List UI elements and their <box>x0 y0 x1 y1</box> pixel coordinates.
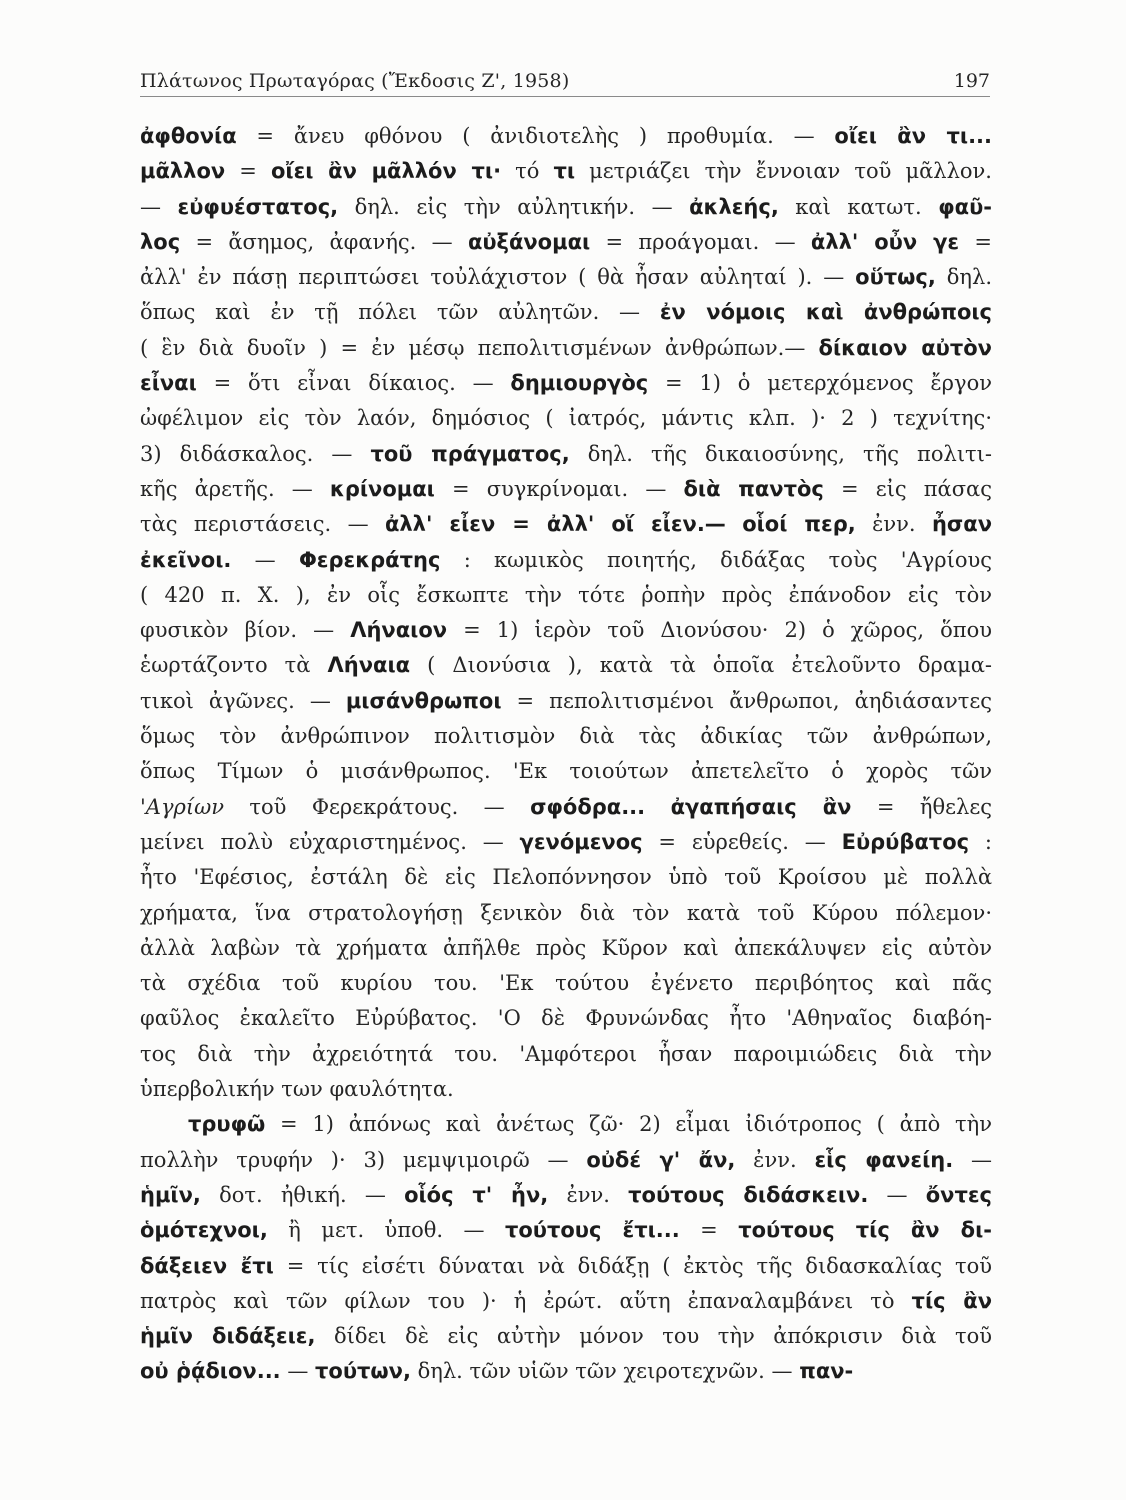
gloss-text: πατρὸς καὶ τῶν φίλων του )· ἡ ἐρώτ. αὕτη ἐπαναλαμβάνει τὸ <box>140 1288 912 1313</box>
gloss-text: καὶ κατωτ. <box>778 194 939 219</box>
text-line <box>140 754 992 789</box>
gloss-text: τὰ σχέδια τοῦ κυρίου του. 'Εκ τούτου ἐγένετο περιβόητος καὶ πᾶς <box>140 971 992 996</box>
gloss-text: χρήματα, ἵνα στρατολογήσῃ ξενικὸν διὰ τὸν κατὰ τοῦ Κύρου πόλεμον· <box>140 900 992 925</box>
gloss-text: — <box>280 1359 316 1384</box>
text-line <box>140 1213 992 1248</box>
gloss-text: ἦτο 'Εφέσιος, ἐστάλη δὲ εἰς Πελοπόννησον ὑπὸ τοῦ Κροίσου μὲ πολλὰ <box>140 865 992 890</box>
lemma-term: δάξειεν ἔτι <box>140 1253 274 1278</box>
text-line <box>140 260 992 295</box>
lemma-term: διὰ παντὸς <box>683 476 824 501</box>
gloss-text: δοτ. ἠθική. — <box>200 1182 405 1207</box>
text-line <box>140 472 992 507</box>
gloss-text: — <box>140 194 178 219</box>
lemma-term: τούτους διδάσκειν. <box>628 1182 869 1207</box>
lemma-term: δίκαιον αὐτὸν <box>818 335 992 360</box>
gloss-text: δηλ. τῶν υἱῶν τῶν χειροτεχνῶν. — <box>410 1359 800 1384</box>
lemma-term: τρυφῶ <box>188 1112 266 1137</box>
lemma-term: εἷς φανείη. <box>814 1147 954 1172</box>
gloss-text: ( Διονύσια ), κατὰ τὰ ὁποῖα ἐτελοῦντο δραμα- <box>410 653 992 678</box>
lemma-term: Εὐρύβατος <box>841 829 970 854</box>
text-line <box>140 331 992 366</box>
gloss-text: κῆς ἀρετῆς. — <box>140 476 330 501</box>
commentary-text <box>140 119 992 1390</box>
gloss-text: ὑπερβολικήν των φαυλότητα. <box>140 1077 454 1102</box>
lemma-term: οἷός τ' ἦν, <box>404 1182 549 1207</box>
text-line <box>140 1001 992 1036</box>
text-line <box>140 225 992 260</box>
gloss-text: = <box>679 1218 739 1243</box>
gloss-text: ( 420 π. Χ. ), ἐν οἷς ἔσκωπτε τὴν τότε ῥοπὴν πρὸς ἐπάνοδον εἰς τὸν <box>140 582 992 607</box>
gloss-text <box>645 795 670 819</box>
gloss-text: ὅμως τὸν ἀνθρώπινον πολιτισμὸν διὰ τὰς ἀδικίας τῶν ἀνθρώπων, <box>140 724 992 749</box>
text-line <box>140 578 992 613</box>
lemma-term: τι <box>553 159 576 184</box>
gloss-text: = πεπολιτισμένοι ἄνθρωποι, ἀηδιάσαντες <box>501 688 992 713</box>
gloss-text: δηλ. τῆς δικαιοσύνης, τῆς πολιτι- <box>569 441 992 466</box>
lemma-term: κρίνομαι <box>329 476 435 501</box>
lemma-term: οὐδέ γ' ἄν, <box>586 1147 736 1172</box>
gloss-text: = τίς εἰσέτι δύναται νὰ διδάξῃ ( ἐκτὸς τῆς διδασκαλίας τοῦ <box>273 1253 992 1278</box>
gloss-text: = εἰς πάσας <box>823 476 992 501</box>
gloss-text: μείνει πολὺ εὐχαριστημένος. — <box>140 829 520 854</box>
lemma-term: σφόδρα... <box>530 794 646 819</box>
text-line <box>140 1354 992 1389</box>
lemma-term: τοῦ πράγματος, <box>370 441 570 466</box>
gloss-text: ἑωρτάζοντο τὰ <box>140 653 328 678</box>
gloss-text: τοῦ Φερεκράτους. — <box>223 794 531 819</box>
text-line <box>140 119 992 154</box>
lemma-term: Λήναιον <box>350 618 448 643</box>
gloss-text: ὅπως καὶ ἐν τῇ πόλει τῶν αὐλητῶν. — <box>140 300 660 325</box>
gloss-text: τικοὶ ἀγῶνες. — <box>140 688 346 713</box>
gloss-text: τὰς περιστάσεις. — <box>140 512 385 537</box>
gloss-text: δηλ. εἰς τὴν αὐλητικήν. — <box>338 194 690 219</box>
lemma-term: φαῦ- <box>938 194 992 219</box>
gloss-text: τος διὰ τὴν ἀχρειότητά του. 'Αμφότεροι ἦσαν παροιμιώδεις διὰ τὴν <box>140 1041 992 1066</box>
gloss-text: = <box>225 159 271 184</box>
header-rule <box>140 96 990 97</box>
gloss-text: δίδει δὲ εἰς αὐτὴν μόνον του τὴν ἀπόκρισιν διὰ τοῦ <box>315 1324 992 1349</box>
lemma-term: τούτους τίς ἂν δι- <box>738 1218 992 1243</box>
text-line <box>140 1072 992 1107</box>
page-number: 197 <box>953 70 990 92</box>
text-line <box>140 1143 992 1178</box>
lemma-term: ἀκλεής, <box>689 194 779 219</box>
lemma-term: Φερεκράτης <box>298 547 441 572</box>
gloss-text: = 1) ὁ μετερχόμενος ἔργον <box>648 371 992 396</box>
text-line <box>140 1319 992 1354</box>
text-line <box>140 437 992 472</box>
lemma-term: ἐκεῖνοι. <box>140 547 232 572</box>
text-line <box>140 896 992 931</box>
lemma-term: εἶναι <box>140 371 197 396</box>
text-line <box>140 507 992 542</box>
lemma-term: μᾶλλον <box>140 159 226 184</box>
running-head-title: Πλάτωνος Πρωταγόρας (Ἔκδοσις Ζ', 1958) <box>140 70 570 92</box>
gloss-text: = <box>959 229 992 254</box>
text-line <box>140 1178 992 1213</box>
gloss-text <box>726 512 742 536</box>
gloss-text: = 1) ἱερὸν τοῦ Διονύσου· 2) ὁ χῶρος, ὅπου <box>447 618 992 643</box>
lemma-term: ἀφθονία <box>140 124 237 148</box>
lemma-term: ἡμῖν, <box>140 1182 201 1207</box>
gloss-text: = ἤθελες <box>851 794 992 819</box>
lemma-term: τίς ἂν <box>911 1288 992 1313</box>
gloss-text: ἐνν. <box>735 1147 815 1172</box>
gloss-text: : κωμικὸς ποιητής, διδάξας τοὺς 'Αγρίους <box>440 547 992 572</box>
text-line <box>140 543 992 578</box>
gloss-text: ( ἓν διὰ δυοῖν ) = ἐν μέσῳ πεπολιτισμένων ἀνθρώπων.— <box>140 335 819 360</box>
lemma-term: ἦσαν <box>931 512 992 537</box>
lemma-term: ἀγαπήσαις ἂν <box>670 794 852 819</box>
gloss-text: — <box>868 1182 926 1207</box>
gloss-text: = προάγομαι. — <box>590 229 811 254</box>
text-line <box>140 648 992 683</box>
gloss-text: ὠφέλιμον εἰς τὸν λαόν, δημόσιος ( ἰατρός, μάντις κλπ. )· 2 ) τεχνίτης· <box>140 406 992 431</box>
lemma-term: λος <box>140 229 181 254</box>
lemma-term: αὐξάνομαι <box>467 229 591 254</box>
gloss-text: — <box>231 547 299 572</box>
lemma-term: εὐφυέστατος, <box>177 194 339 219</box>
gloss-text: μετριάζει τὴν ἔννοιαν τοῦ μᾶλλον. <box>575 159 992 184</box>
gloss-text: = ἄνευ φθόνου ( ἀνιδιοτελὴς ) προθυμία. — <box>236 124 835 148</box>
gloss-text: : <box>969 829 992 854</box>
text-line <box>140 366 992 401</box>
gloss-text: φαῦλος ἐκαλεῖτο Εὐρύβατος. 'Ο δὲ Φρυνώνδας ἦτο 'Αθηναῖος διαβόη- <box>140 1006 992 1031</box>
lemma-term: δημιουργὸς <box>510 371 649 396</box>
lemma-term: οὐ ῥᾴδιον... <box>140 1359 281 1384</box>
text-line <box>140 1037 992 1072</box>
text-line <box>140 190 992 225</box>
text-line <box>140 1284 992 1319</box>
lemma-term: μισάνθρωποι <box>345 688 502 713</box>
lemma-term: Λήναια <box>327 653 411 678</box>
gloss-text: τό <box>501 159 554 184</box>
gloss-text: πολλὴν τρυφήν )· 3) μεμψιμοιρῶ — <box>140 1147 587 1172</box>
lemma-term: οὕτως, <box>855 265 936 290</box>
lemma-term: ὄντες <box>925 1182 992 1207</box>
gloss-text: ἢ μετ. ὑποθ. — <box>267 1218 505 1243</box>
lemma-term: οἴει ἂν μᾶλλόν τι· <box>270 159 502 184</box>
lemma-term: ἡμῖν διδάξειε, <box>140 1324 316 1349</box>
lemma-term: οἷοί περ, <box>742 512 856 537</box>
gloss-text: ἀλλ' ἐν πάσῃ περιπτώσει τοὐλάχιστον ( θὰ ἦσαν αὐληταί ). — <box>140 265 856 290</box>
text-line <box>140 860 992 895</box>
text-line <box>140 154 992 189</box>
text-line <box>140 295 992 330</box>
text-line <box>140 401 992 436</box>
gloss-text: 3) διδάσκαλος. — <box>140 441 371 466</box>
gloss-text: = 1) ἀπόνως καὶ ἀνέτως ζῶ· 2) εἶμαι ἰδιότροπος ( ἀπὸ τὴν <box>265 1112 992 1137</box>
lemma-term: παν- <box>799 1359 854 1384</box>
text-line <box>140 966 992 1001</box>
text-line <box>140 1249 992 1284</box>
lemma-term: γενόμενος <box>519 829 643 854</box>
text-line <box>140 931 992 966</box>
italic-title: 'Αγρίων <box>140 794 224 819</box>
gloss-text: ἀλλὰ λαβὼν τὰ χρήματα ἀπῆλθε πρὸς Κῦρον καὶ ἀπεκάλυψεν εἰς αὐτὸν <box>140 935 992 960</box>
gloss-text: = ὅτι εἶναι δίκαιος. — <box>196 371 511 396</box>
text-line <box>140 825 992 860</box>
gloss-text: ἐνν. <box>548 1182 629 1207</box>
text-line <box>140 790 992 825</box>
gloss-text: — <box>953 1147 992 1172</box>
gloss-text: δηλ. <box>935 265 992 290</box>
lemma-term: ἀλλ' εἶεν = ἀλλ' οἵ εἶεν.— <box>384 512 726 537</box>
lemma-term: οἴει ἂν τι... <box>834 124 992 148</box>
gloss-text: = ἄσημος, ἀφανής. — <box>180 229 468 254</box>
running-head <box>140 64 990 104</box>
text-line <box>140 719 992 754</box>
lemma-term: ἐν νόμοις καὶ ἀνθρώποις <box>659 300 992 325</box>
lemma-term: τούτων, <box>315 1359 411 1384</box>
gloss-text: ὅπως Τίμων ὁ μισάνθρωπος. 'Εκ τοιούτων ἀπετελεῖτο ὁ χορὸς τῶν <box>140 759 992 784</box>
lemma-term: ὁμότεχνοι, <box>140 1218 268 1243</box>
gloss-text: = εὑρεθείς. — <box>642 829 842 854</box>
gloss-text: ἐνν. <box>855 512 932 537</box>
lemma-term: ἀλλ' οὖν γε <box>810 229 960 254</box>
text-line <box>140 684 992 719</box>
text-line <box>140 1107 992 1142</box>
lemma-term: τούτους ἔτι... <box>504 1218 680 1243</box>
gloss-text: φυσικὸν βίον. — <box>140 618 351 643</box>
gloss-text: = συγκρίνομαι. — <box>434 476 684 501</box>
text-line <box>140 613 992 648</box>
